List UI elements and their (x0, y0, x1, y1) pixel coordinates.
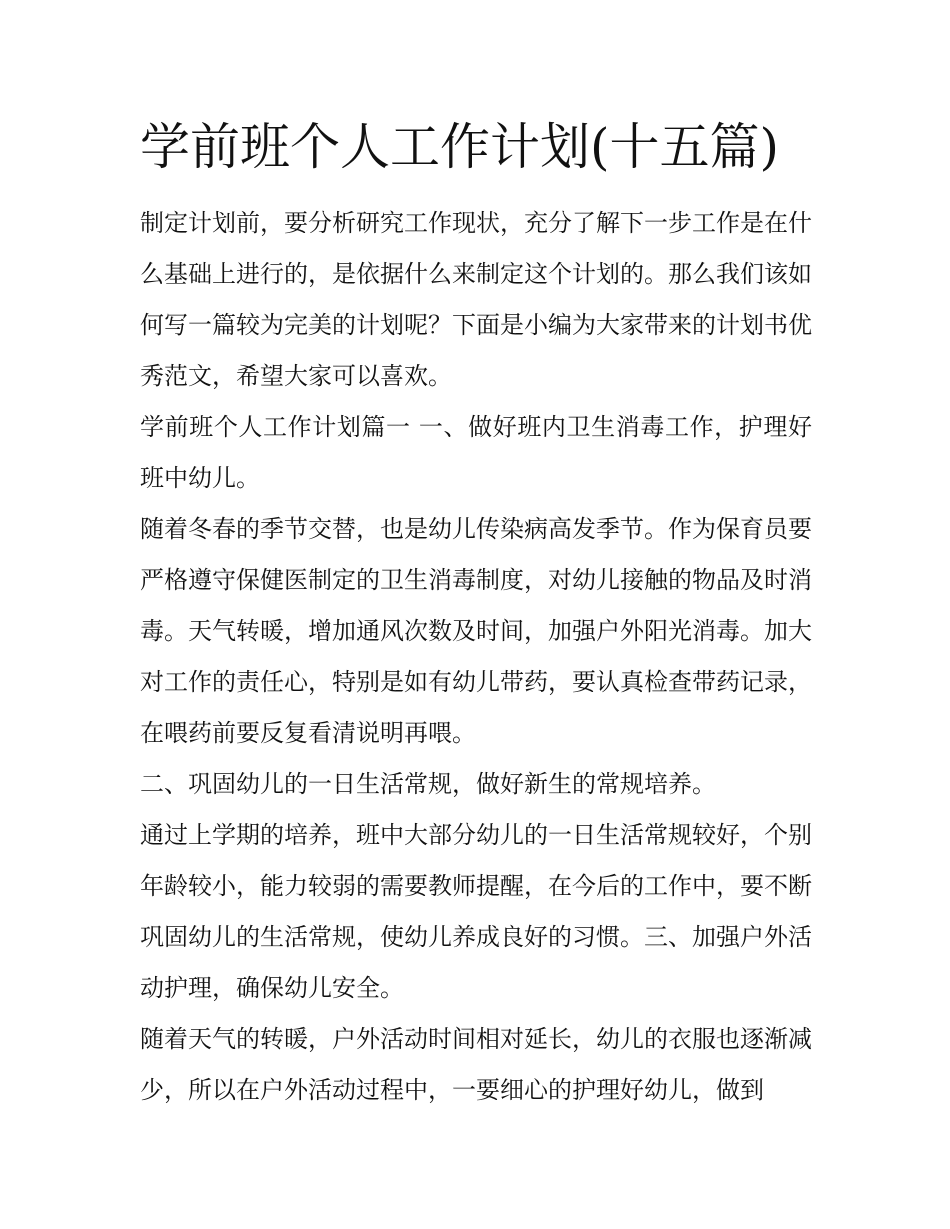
paragraph-intro: 制定计划前，要分析研究工作现状，充分了解下一步工作是在什么基础上进行的，是依据什么来制定这个计划的。那么我们该如何写一篇较为完美的计划呢？下面是小编为大家带来的计划书优秀范文，希望大家可以喜欢。 (140, 209, 812, 390)
document-title: 学前班个人工作计划(十五篇) (140, 118, 780, 176)
paragraph-hygiene: 随着冬春的季节交替，也是幼儿传染病高发季节。作为保育员要严格遵守保健医制定的卫生消毒制度，对幼儿接触的物品及时消毒。天气转暖，增加通风次数及时间，加强户外阳光消毒。加大对工作的责任心，特别是如有幼儿带药，要认真检查带药记录，在喂药前要反复看清说明再喂。 (140, 515, 812, 747)
paragraph-section-two-heading: 二、巩固幼儿的一日生活常规，做好新生的常规培养。 (140, 770, 716, 798)
paragraph-outdoor: 随着天气的转暖，户外活动时间相对延长，幼儿的衣服也逐渐减少，所以在户外活动过程中，一要细心的护理好幼儿，做到 (140, 1025, 812, 1104)
paragraph-routine: 通过上学期的培养，班中大部分幼儿的一日生活常规较好，个别年龄较小，能力较弱的需要教师提醒，在今后的工作中，要不断巩固幼儿的生活常规，使幼儿养成良好的习惯。三、加强户外活动护理，确保幼儿安全。 (140, 821, 812, 1002)
document-body (140, 198, 812, 1116)
paragraph-section-one-heading: 学前班个人工作计划篇一 一、做好班内卫生消毒工作，护理好班中幼儿。 (140, 413, 812, 492)
